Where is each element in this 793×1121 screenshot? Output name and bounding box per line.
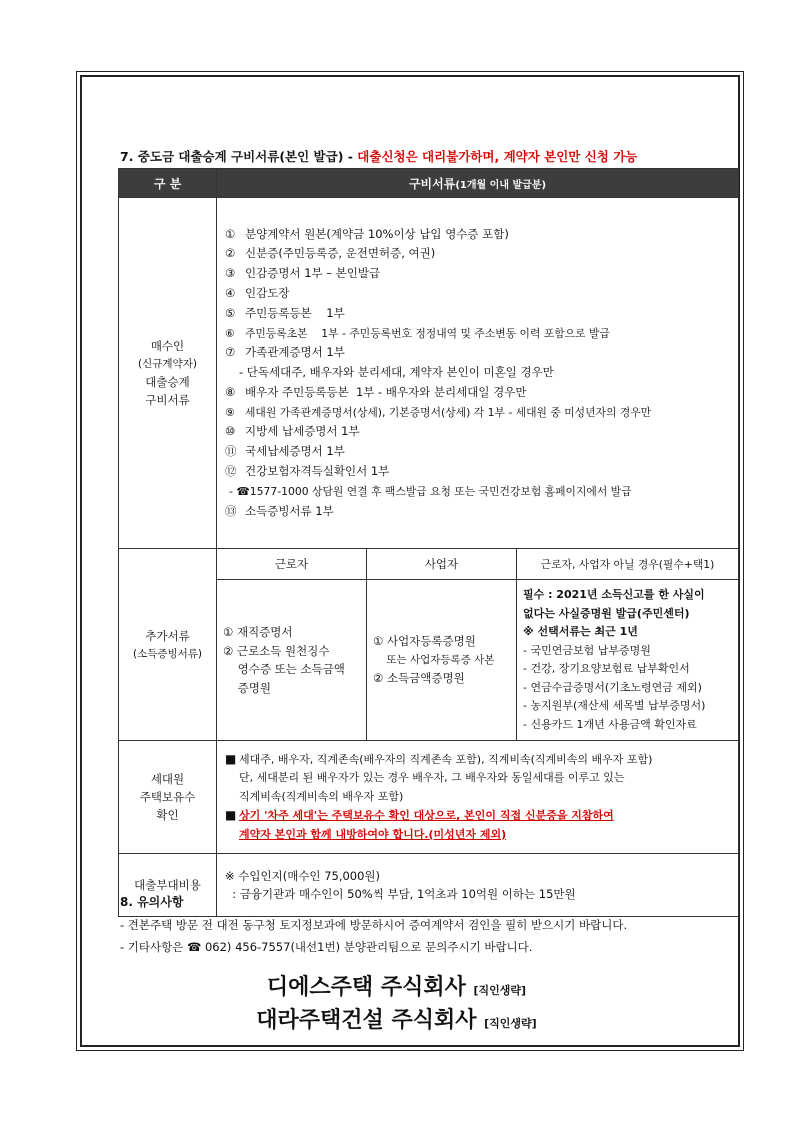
list-item: - 국민연금보험 납부증명원	[523, 643, 651, 657]
buyer-row	[119, 198, 739, 549]
buyer-label-line: 구비서류	[145, 393, 190, 407]
buyer-label	[119, 198, 217, 549]
square-bullet-icon: ■	[225, 808, 237, 823]
housing-content	[217, 741, 739, 854]
section7-title	[120, 147, 637, 165]
list-item: 없다는 사실증명원 발급(주민센터)	[523, 606, 690, 620]
list-item: ③ 인감증명서 1부 – 본인발급	[225, 266, 381, 281]
list-item: 영수증 또는 소득금액	[223, 662, 345, 676]
list-item: ⑫ 건강보험자격득실확인서 1부	[225, 464, 390, 479]
list-item: - ☎1577-1000 상담원 연결 후 팩스발급 요청 또는 국민건강보험 홈페이지에서 발급	[229, 484, 632, 498]
housing-warning: 계약자 본인과 함께 내방하여야 합니다.(미성년자 제외)	[239, 827, 507, 841]
table-header-row	[119, 169, 739, 198]
housing-text: 세대주, 배우자, 직계존속(배우자의 직계존속 포함), 직계비속(직계비속의 배우자 포함)	[239, 752, 653, 766]
extra-label-line: 추가서류	[145, 628, 190, 643]
list-item: - 연금수급증명서(기초노령연금 제외)	[523, 680, 702, 694]
housing-row	[119, 741, 739, 854]
section7-title-text: 7. 중도금 대출승계 구비서류(본인 발급) -	[120, 149, 358, 164]
header-documents-note: (1개월 이내 발급분)	[455, 179, 547, 191]
list-item: ② 근로소득 원천징수	[223, 643, 330, 658]
list-item: ⑤ 주민등록등본 1부	[225, 305, 345, 320]
square-bullet-icon: ■	[225, 751, 237, 766]
housing-label	[119, 741, 217, 854]
list-item: ⑥ 주민등록초본 1부 - 주민등록번호 정정내역 및 주소변동 이력 포함으로 발급	[225, 326, 610, 340]
list-item: ⑩ 지방세 납세증명서 1부	[225, 424, 360, 439]
company-name: 대라주택건설 주식회사	[256, 1008, 477, 1033]
list-item: ① 재직증명서	[223, 625, 293, 639]
section8-title: 8. 유의사항	[120, 895, 184, 909]
list-item: ※ 선택서류는 최근 1년	[523, 625, 638, 638]
list-item: ② 신분증(주민등록증, 운전면허증, 여권)	[225, 246, 436, 261]
list-item: ⑧ 배우자 주민등록등본 1부 - 배우자와 분리세대일 경우만	[225, 384, 527, 399]
list-item: ① 분양계약서 원본(계약금 10%이상 납입 영수증 포함)	[225, 226, 509, 241]
buyer-label-line: (신규계약자)	[138, 358, 197, 370]
list-item: ① 사업자등록증명원	[373, 634, 476, 649]
list-item: ⑪ 국세납세증명서 1부	[225, 444, 345, 459]
list-item: ② 소득금액증명원	[373, 671, 465, 686]
list-item: ⑦ 가족관계증명서 1부	[225, 345, 345, 360]
list-item: 또는 사업자등록증 사본	[373, 653, 495, 666]
header-documents-label: 구비서류	[408, 176, 456, 191]
extra-label-line: (소득증빙서류)	[132, 647, 203, 660]
fee-text: : 금융기관과 매수인이 50%씩 부담, 1억초과 10억원 이하는 15만원	[225, 887, 576, 901]
header-category: 구 분	[119, 169, 217, 198]
col-other-header: 근로자, 사업자 아닐 경우(필수+택1)	[517, 549, 739, 580]
housing-warning: 상기 '차주 세대'는 주택보유수 확인 대상으로, 본인이 직접 신분증을 지참하여	[239, 809, 614, 823]
extra-header-row	[119, 549, 739, 580]
buyer-label-line: 대출승계	[145, 375, 190, 389]
list-item: - 단독세대주, 배우자와 분리세대, 계약자 본인이 미혼일 경우만	[239, 365, 554, 380]
note-item: - 견본주택 방문 전 대전 동구청 토지정보과에 방문하시어 증여계약서 검인을 필히 받으시기 바랍니다.	[120, 918, 628, 932]
fee-label: 대출부대비용	[119, 854, 217, 917]
note-item: - 기타사항은 ☎ 062) 456-7557(내선1번) 분양관리팀으로 문의주시기 바랍니다.	[120, 940, 533, 954]
section7-title-warning: 대출신청은 대리불가하며, 계약자 본인만 신청 가능	[357, 149, 638, 164]
other-documents	[517, 580, 739, 741]
list-item: - 신용카드 1개년 사용금액 확인자료	[523, 717, 697, 731]
list-item: ⑬ 소득증빙서류 1부	[225, 503, 334, 518]
housing-label-line: 세대원	[150, 772, 185, 786]
housing-text: 직계비속(직계비속의 배우자 포함)	[239, 789, 404, 803]
housing-label-line: 주택보유수	[139, 790, 196, 804]
fee-row	[119, 854, 739, 917]
fee-text: ※ 수입인지(매수인 75,000원)	[225, 868, 381, 883]
housing-label-line: 확인	[156, 808, 179, 822]
list-item: 증명원	[223, 680, 271, 695]
company-ds	[0, 970, 793, 1001]
fee-content	[217, 854, 739, 917]
seal-omitted: [직인생략]	[484, 1017, 537, 1030]
list-item: - 농지원부(재산세 세목별 납부증명서)	[523, 699, 706, 712]
extra-label	[119, 549, 217, 741]
company-daera	[0, 1003, 793, 1034]
header-documents	[217, 169, 739, 198]
list-item: ④ 인감도장	[225, 285, 290, 300]
col-worker-header: 근로자	[217, 549, 367, 580]
list-item: - 건강, 장기요양보험료 납부확인서	[523, 662, 690, 675]
list-item: ⑨ 세대원 가족관계증명서(상세), 기본증명서(상세) 각 1부 - 세대원 중 미성년자의 경우만	[225, 405, 652, 419]
seal-omitted: [직인생략]	[473, 984, 527, 997]
col-business-header: 사업자	[367, 549, 517, 580]
list-item: 필수 : 2021년 소득신고를 한 사실이	[523, 588, 705, 601]
housing-text: 단, 세대분리 된 배우자가 있는 경우 배우자, 그 배우자와 동일세대를 이루고 있는	[239, 771, 625, 785]
business-documents	[367, 580, 517, 741]
buyer-label-line: 매수인	[150, 339, 185, 353]
company-name: 디에스주택 주식회사	[266, 975, 466, 1000]
documents-table	[118, 168, 739, 917]
worker-documents	[217, 580, 367, 741]
buyer-document-list	[217, 198, 739, 549]
